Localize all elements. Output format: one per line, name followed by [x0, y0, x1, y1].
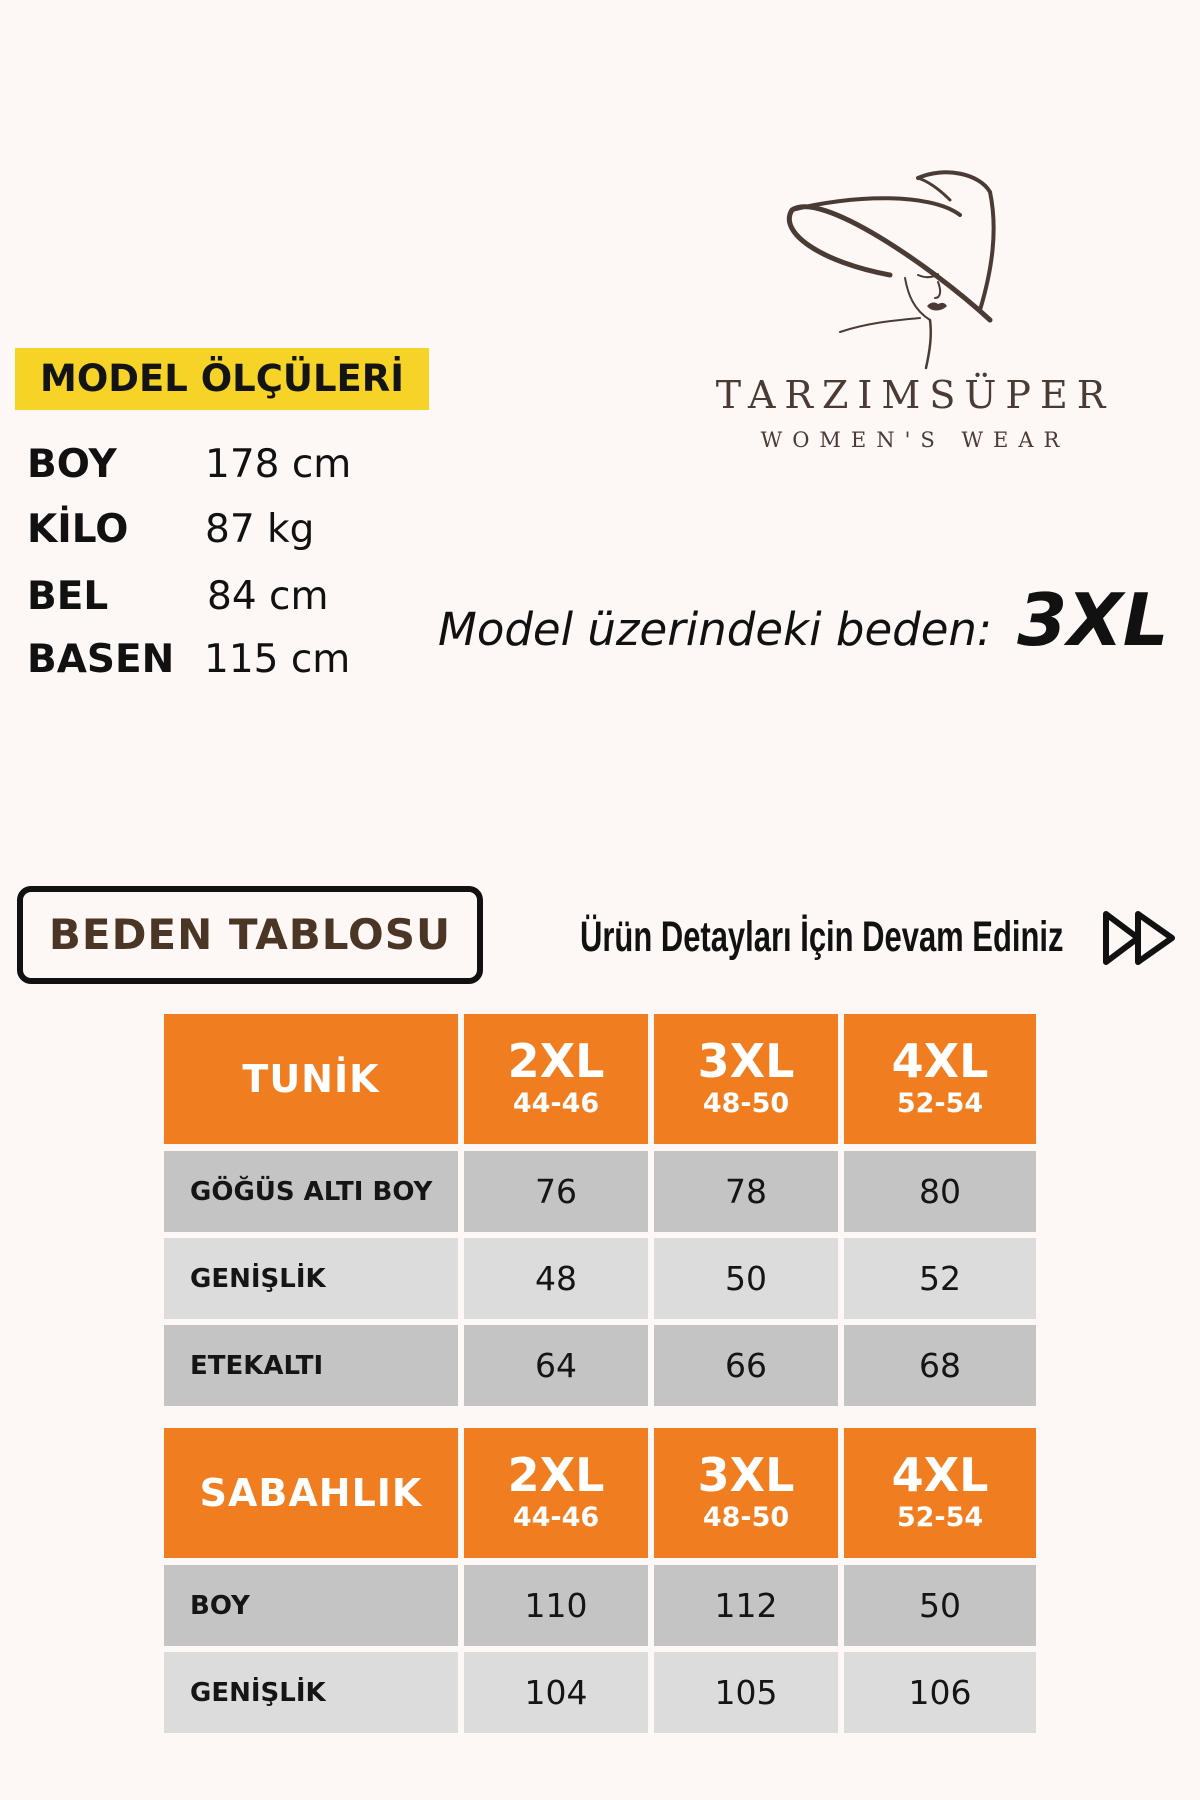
tunik-size-table: [164, 1014, 1036, 1412]
measurement-label: KİLO: [27, 507, 129, 552]
brand-tagline: WOMEN'S WEAR: [760, 428, 1070, 452]
row-value: 110: [464, 1565, 648, 1646]
measurement-label: BOY: [27, 442, 117, 487]
size-range: 44-46: [512, 1088, 600, 1119]
continue-to-details-text: Ürün Detayları İçin Devam Ediniz: [580, 913, 1064, 961]
measurement-label: BEL: [27, 574, 109, 619]
size-name: 2XL: [507, 1448, 605, 1502]
table-title: TUNİK: [164, 1014, 458, 1144]
measurement-value: 115 cm: [204, 637, 351, 682]
table-title: SABAHLIK: [164, 1428, 458, 1558]
measurement-row-boy: [27, 440, 427, 490]
row-value: 80: [844, 1151, 1036, 1232]
size-name: 3XL: [697, 1448, 795, 1502]
measurement-value: 178 cm: [205, 442, 352, 487]
row-value: 64: [464, 1325, 648, 1406]
row-label: GÖĞÜS ALTI BOY: [164, 1151, 458, 1232]
table-header: [164, 1014, 1036, 1144]
model-size-label: Model üzerindeki beden:: [438, 603, 993, 656]
table-row: [164, 1325, 1036, 1406]
size-range: 52-54: [896, 1088, 984, 1119]
row-label: BOY: [164, 1565, 458, 1646]
measurement-label: BASEN: [27, 637, 175, 682]
row-value: 52: [844, 1238, 1036, 1319]
row-value: 66: [654, 1325, 838, 1406]
row-value: 105: [654, 1652, 838, 1733]
size-range: 44-46: [512, 1502, 600, 1533]
size-range: 52-54: [896, 1502, 984, 1533]
table-row: [164, 1238, 1036, 1319]
table-header: [164, 1428, 1036, 1558]
measurement-value: 87 kg: [205, 507, 315, 552]
table-row: [164, 1151, 1036, 1232]
size-name: 2XL: [507, 1034, 605, 1088]
measurement-value: 84 cm: [207, 574, 329, 619]
size-header-4xl: [844, 1428, 1036, 1558]
size-header-4xl: [844, 1014, 1036, 1144]
row-value: 50: [654, 1238, 838, 1319]
table-row: [164, 1652, 1036, 1733]
size-header-3xl: [654, 1014, 838, 1144]
row-value: 68: [844, 1325, 1036, 1406]
size-range: 48-50: [702, 1502, 790, 1533]
fast-forward-icon: [1100, 908, 1180, 968]
sabahlik-size-table: [164, 1428, 1036, 1739]
table-row: [164, 1565, 1036, 1646]
woman-with-hat-logo-icon: [780, 170, 1050, 370]
row-label: GENİŞLİK: [164, 1652, 458, 1733]
row-value: 112: [654, 1565, 838, 1646]
row-label: GENİŞLİK: [164, 1238, 458, 1319]
row-value: 106: [844, 1652, 1036, 1733]
measurement-row-basen: [27, 635, 427, 685]
size-header-2xl: [464, 1014, 648, 1144]
row-value: 50: [844, 1565, 1036, 1646]
row-value: 104: [464, 1652, 648, 1733]
model-measurements-title: MODEL ÖLÇÜLERİ: [15, 348, 429, 410]
size-range: 48-50: [702, 1088, 790, 1119]
size-header-2xl: [464, 1428, 648, 1558]
brand-name: TARZIMSÜPER: [715, 373, 1115, 417]
size-name: 4XL: [891, 1034, 989, 1088]
size-name: 4XL: [891, 1448, 989, 1502]
row-value: 78: [654, 1151, 838, 1232]
measurement-row-kilo: [27, 505, 427, 555]
model-size: [438, 578, 1198, 662]
row-label: ETEKALTI: [164, 1325, 458, 1406]
size-name: 3XL: [697, 1034, 795, 1088]
row-value: 48: [464, 1238, 648, 1319]
size-chart-title: BEDEN TABLOSU: [17, 886, 483, 984]
measurement-row-bel: [27, 572, 427, 622]
model-size-value: 3XL: [1017, 578, 1169, 662]
size-header-3xl: [654, 1428, 838, 1558]
row-value: 76: [464, 1151, 648, 1232]
